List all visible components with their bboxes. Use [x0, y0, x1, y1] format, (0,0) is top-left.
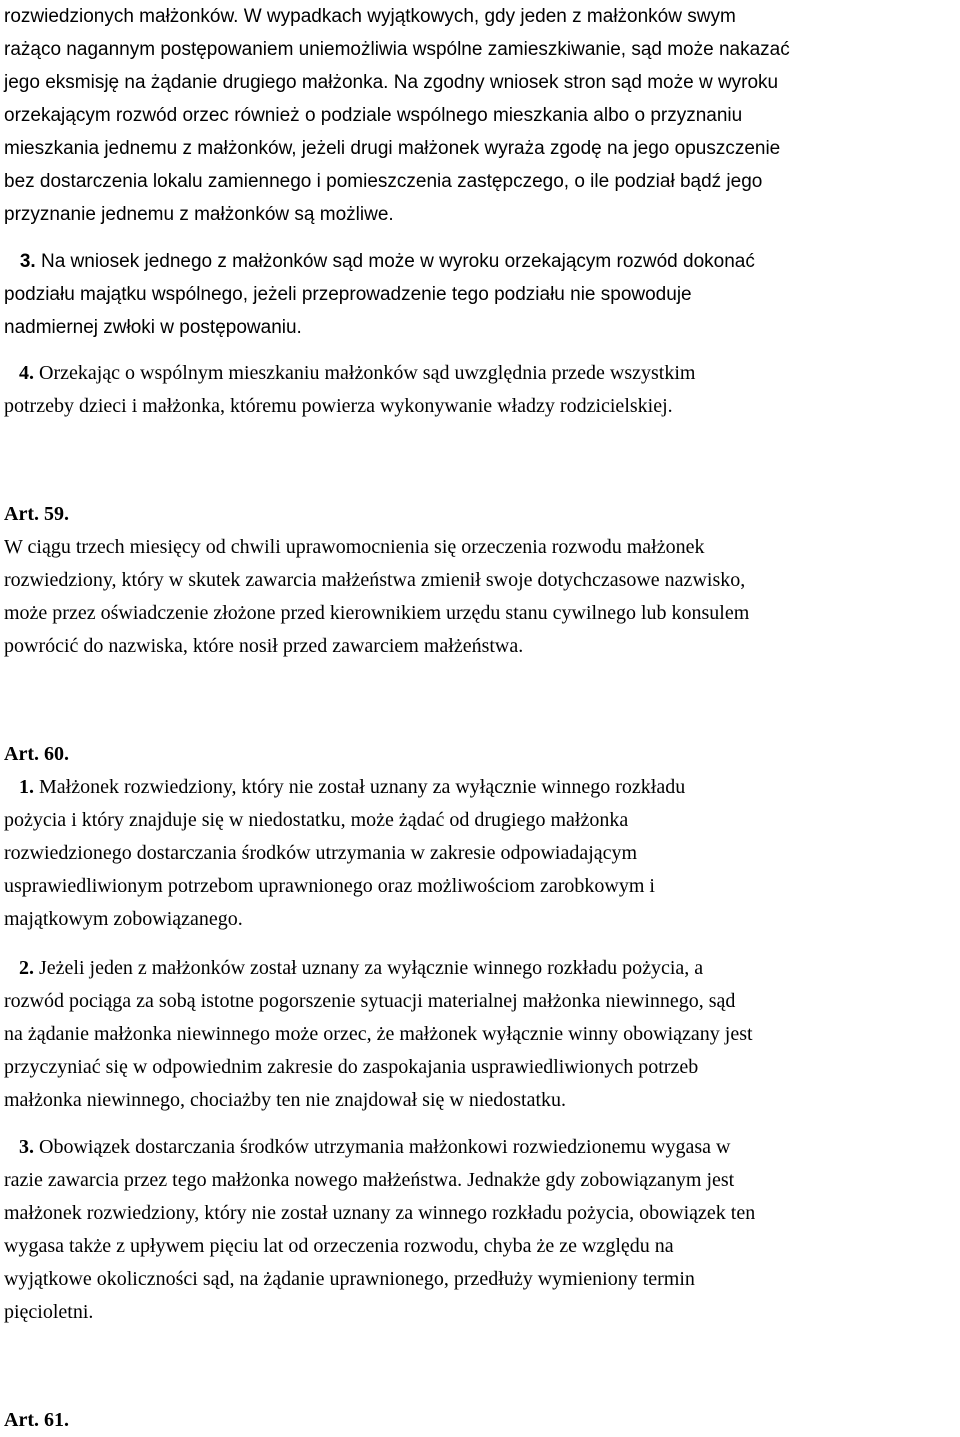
text-line-first: Obowiązek dostarczania środków utrzymania małżonkowi rozwiedzionemu wygasa w — [39, 1136, 731, 1158]
text-line: nadmiernej zwłoki w postępowaniu. — [4, 317, 302, 338]
paragraph-number: 3. — [19, 1136, 34, 1158]
article-heading: Art. 61. — [4, 1409, 69, 1431]
art58-paragraph-4 — [4, 357, 695, 423]
text-line: rozwiedziony, który w skutek zawarcia małżeństwa zmienił swoje dotychczasowe nazwisko, — [4, 569, 746, 591]
text-line: majątkowym zobowiązanego. — [4, 908, 243, 930]
text-line: rozwód pociąga za sobą istotne pogorszenie sytuacji materialnej małżonka niewinnego, sąd — [4, 990, 736, 1012]
text-line: powrócić do nazwiska, które nosił przed zawarciem małżeństwa. — [4, 635, 524, 657]
text-line: rozwiedzionych małżonków. W wypadkach wyjątkowych, gdy jeden z małżonków swym — [4, 6, 736, 27]
text-line: razie zawarcia przez tego małżonka nowego małżeństwa. Jednakże gdy zobowiązanym jest — [4, 1169, 735, 1191]
text-line: na żądanie małżonka niewinnego może orzec, że małżonek wyłącznie winny obowiązany jest — [4, 1023, 753, 1045]
text-line: jego eksmisję na żądanie drugiego małżonka. Na zgodny wniosek stron sąd może w wyroku — [4, 72, 779, 93]
text-line: przyczyniać się w odpowiednim zakresie do zaspokajania usprawiedliwionych potrzeb — [4, 1056, 699, 1078]
text-line — [4, 952, 753, 985]
art58-paragraph-3 — [4, 245, 755, 344]
paragraph-number: 3. — [19, 251, 36, 272]
art59-section — [4, 498, 749, 663]
text-line — [4, 771, 685, 804]
text-line-first: Na wniosek jednego z małżonków sąd może w wyroku orzekającym rozwód dokonać — [40, 251, 755, 272]
text-line: pożycia i który znajduje się w niedostatku, może żądać od drugiego małżonka — [4, 809, 629, 831]
text-line-first: Orzekając o wspólnym mieszkaniu małżonków sąd uwzględnia przede wszystkim — [39, 362, 696, 384]
text-line: rozwiedzionego dostarczania środków utrzymania w zakresie odpowiadającym — [4, 842, 638, 864]
text-line-first: Jeżeli jeden z małżonków został uznany za wyłącznie winnego rozkładu pożycia, a — [39, 957, 704, 979]
art61-section — [4, 1404, 69, 1437]
text-line: małżonka niewinnego, chociażby ten nie znajdował się w niedostatku. — [4, 1089, 567, 1111]
text-line: pięcioletni. — [4, 1301, 94, 1323]
text-line: rażąco nagannym postępowaniem uniemożliwia wspólne zamieszkiwanie, sąd może nakazać — [4, 39, 790, 60]
text-line: przyznanie jednemu z małżonków są możliwe. — [4, 204, 394, 225]
text-line: mieszkania jednemu z małżonków, jeżeli drugi małżonek wyraża zgodę na jego opuszczenie — [4, 138, 781, 159]
text-line: bez dostarczenia lokalu zamiennego i pomieszczenia zastępczego, o ile podział bądź jego — [4, 171, 763, 192]
text-line: podziału majątku wspólnego, jeżeli przeprowadzenie tego podziału nie spowoduje — [4, 284, 692, 305]
text-line: usprawiedliwionym potrzebom uprawnionego oraz możliwościom zarobkowym i — [4, 875, 655, 897]
art60-paragraph-3 — [4, 1131, 755, 1329]
text-line — [4, 357, 695, 390]
text-line — [4, 245, 755, 278]
text-line: W ciągu trzech miesięcy od chwili uprawomocnienia się orzeczenia rozwodu małżonek — [4, 536, 705, 558]
paragraph-number: 4. — [19, 362, 34, 384]
article-heading: Art. 60. — [4, 743, 69, 765]
paragraph-number: 1. — [19, 776, 34, 798]
text-line — [4, 1131, 755, 1164]
article-heading: Art. 59. — [4, 503, 69, 525]
text-line-first: Małżonek rozwiedziony, który nie został uznany za wyłącznie winnego rozkładu — [39, 776, 686, 798]
paragraph-number: 2. — [19, 957, 34, 979]
text-line: może przez oświadczenie złożone przed kierownikiem urzędu stanu cywilnego lub konsulem — [4, 602, 750, 624]
art60-paragraph-2 — [4, 952, 753, 1117]
intro-paragraph — [4, 0, 790, 231]
art60-section — [4, 738, 685, 936]
text-line: wygasa także z upływem pięciu lat od orzeczenia rozwodu, chyba że ze względu na — [4, 1235, 674, 1257]
text-line: małżonek rozwiedziony, który nie został uznany za winnego rozkładu pożycia, obowiązek ten — [4, 1202, 756, 1224]
text-line: orzekającym rozwód orzec również o podziale wspólnego mieszkania albo o przyznaniu — [4, 105, 743, 126]
text-line: wyjątkowe okoliczności sąd, na żądanie uprawnionego, przedłuży wymieniony termin — [4, 1268, 695, 1290]
text-line: potrzeby dzieci i małżonka, któremu powierza wykonywanie władzy rodzicielskiej. — [4, 395, 673, 417]
